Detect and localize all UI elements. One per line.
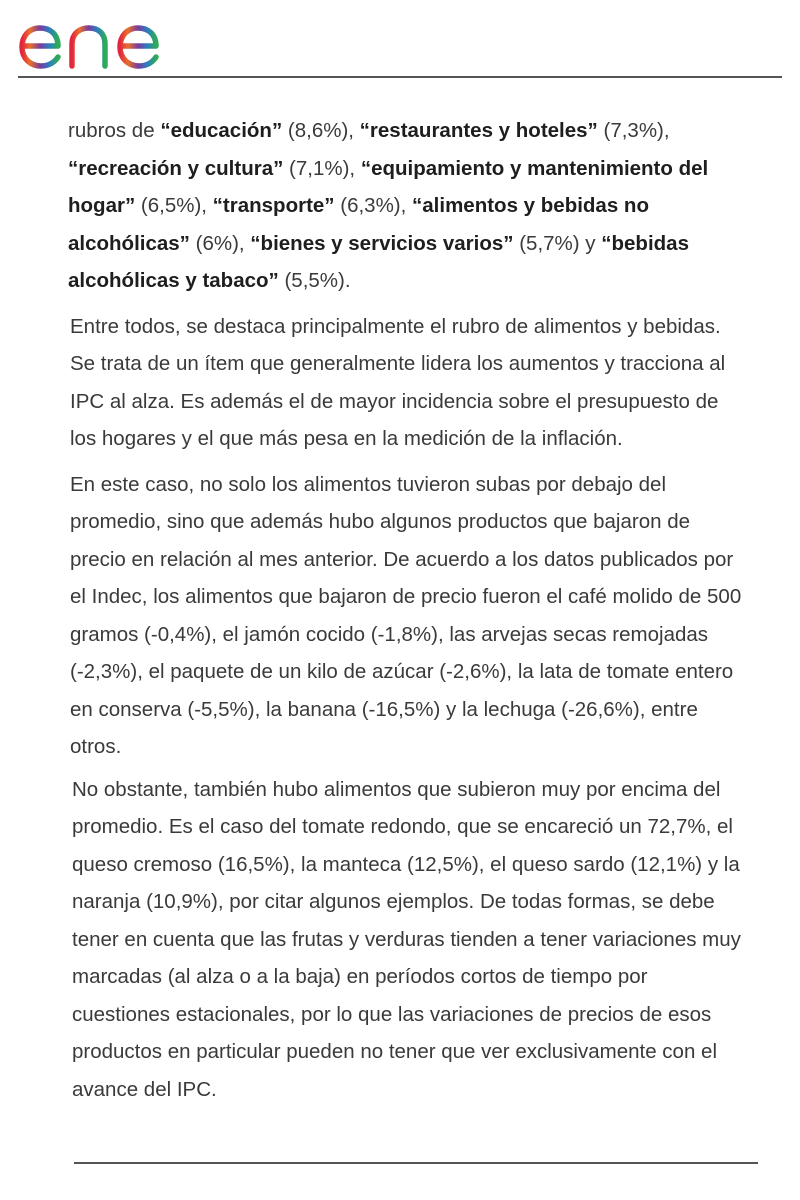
enel-logo-graphic bbox=[18, 4, 198, 70]
category-name: “educación” bbox=[160, 119, 283, 142]
category-percentage: (6%), bbox=[189, 231, 251, 255]
category-percentage: (6,3%), bbox=[334, 194, 413, 217]
category-name: “alimentos y bebidas no alcohólicas” bbox=[68, 194, 649, 255]
category-percentage: (7,3%), bbox=[597, 119, 670, 142]
category-percentage: (5,7%) y bbox=[513, 231, 602, 255]
category-percentage: (7,1%), bbox=[283, 156, 361, 180]
enel-logo[interactable] bbox=[18, 4, 198, 75]
category-name: “bienes y servicios varios” bbox=[250, 231, 514, 255]
category-name: “bebidas alcohólicas y tabaco” bbox=[68, 231, 689, 292]
category-name: “recreación y cultura” bbox=[68, 156, 284, 180]
article-paragraph-categories bbox=[68, 112, 748, 300]
category-percentage: (6,5%), bbox=[135, 194, 213, 217]
article-paragraph-price-drops: En este caso, no solo los alimentos tuvieron subas por debajo del promedio, sino que además hubo algunos productos que bajaron de precio en relación al mes anterior. De acuerdo a los datos publicados por el Indec, los alimentos que bajaron de precio fueron el café molido de 500 gramos (-0,4%), el jamón cocido (-1,8%), las arvejas secas remojadas (-2,3%), el paquete de un kilo de azúcar (-2,6%), la lata de tomate entero en conserva (-5,5%), la banana (-16,5%) y la lechuga (-26,6%), entre otros. bbox=[70, 472, 742, 758]
page-header bbox=[18, 0, 782, 78]
footer-divider bbox=[74, 1162, 758, 1164]
article-body bbox=[68, 112, 748, 1108]
article-paragraph-price-rises: No obstante, también hubo alimentos que subieron muy por encima del promedio. Es el caso del tomate redondo, que se encareció un 72,7%, el queso cremoso (16,5%), la manteca (12,5%), el queso sardo (12,1%) y la naranja (10,9%), por citar algunos ejemplos. De todas formas, se debe tener en cuenta que las frutas y verduras tienden a tener variaciones muy marcadas (al alza o a la baja) en períodos cortos de tiempo por cuestiones estacionales, por lo que las variaciones de precios de esos productos en particular pueden no tener que ver exclusivamente con el avance del IPC. bbox=[72, 777, 741, 1101]
category-percentage: rubros de bbox=[68, 119, 161, 142]
category-name: “transporte” bbox=[212, 194, 335, 217]
category-percentage: (8,6%), bbox=[282, 119, 360, 142]
category-percentage: (5,5%). bbox=[278, 269, 351, 292]
article-paragraph-food-highlight: Entre todos, se destaca principalmente el rubro de alimentos y bebidas. Se trata de un ítem que generalmente lidera los aumentos y tracciona al IPC al alza. Es además el de mayor incidencia sobre el presupuesto de los hogares y el que más pesa en la medición de la inflación. bbox=[70, 314, 726, 450]
category-name: “equipamiento y mantenimiento del hogar” bbox=[68, 156, 709, 217]
category-name: “restaurantes y hoteles” bbox=[359, 119, 598, 142]
